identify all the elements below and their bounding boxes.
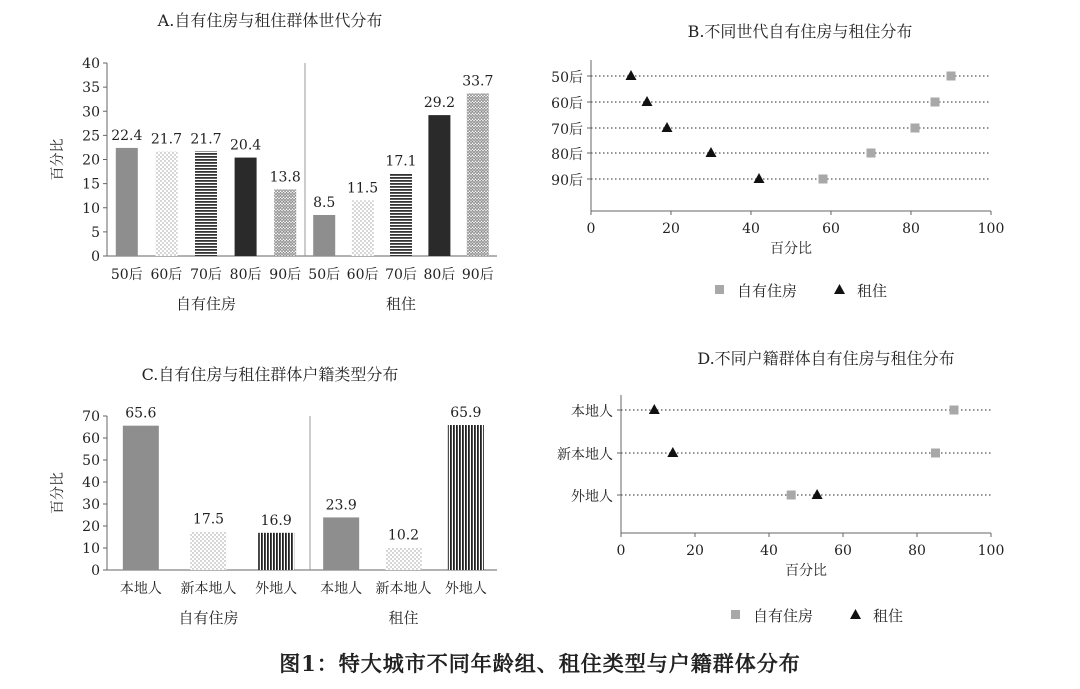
group-label: 自有住房 (178, 609, 239, 627)
legend-label: 租住 (873, 607, 904, 625)
x-tick-label: 60 (834, 543, 852, 559)
triangle-marker (667, 447, 678, 457)
y-tick-label: 35 (82, 80, 100, 97)
legend-triangle-marker (850, 609, 861, 619)
x-tick-label: 新本地人 (375, 581, 432, 597)
square-marker (950, 406, 959, 415)
y-axis-label: 百分比 (50, 138, 66, 181)
bar (235, 158, 257, 256)
data-label: 21.7 (150, 131, 182, 148)
x-tick-label: 80 (902, 221, 920, 237)
y-tick-label: 25 (82, 128, 100, 145)
bar (323, 517, 359, 570)
y-axis-label: 百分比 (50, 472, 66, 514)
triangle-marker (706, 147, 717, 157)
bar (313, 215, 335, 256)
x-tick-label: 外地人 (255, 581, 298, 597)
triangle-marker (642, 96, 653, 106)
x-tick-label: 外地人 (444, 581, 487, 597)
data-label: 33.7 (462, 73, 494, 90)
x-tick-label: 80后 (229, 267, 262, 283)
x-tick-label: 70后 (385, 267, 417, 283)
chart-d (557, 349, 1004, 625)
row-label: 60后 (551, 96, 583, 112)
y-tick-label: 60 (82, 431, 100, 447)
figure-caption: 图1：特大城市不同年龄组、租住类型与户籍群体分布 (279, 651, 801, 676)
bar (123, 426, 159, 570)
y-tick-label: 40 (82, 475, 100, 491)
row-label: 90后 (551, 173, 583, 189)
bar (191, 532, 227, 571)
x-tick-label: 60后 (150, 267, 183, 283)
data-label: 20.4 (230, 137, 262, 154)
x-tick-label: 0 (586, 221, 596, 237)
data-label: 13.8 (269, 169, 301, 186)
bar (352, 201, 374, 256)
x-tick-label: 20 (662, 221, 680, 237)
legend-square-marker (715, 285, 724, 294)
x-tick-label: 100 (977, 543, 1005, 559)
legend-label: 自有住房 (737, 282, 798, 300)
y-tick-label: 10 (82, 200, 100, 217)
bar (155, 151, 177, 256)
bar (467, 93, 489, 256)
row-label: 新本地人 (557, 447, 613, 463)
bar (390, 173, 412, 256)
x-tick-label: 50后 (110, 267, 143, 283)
chart-c (50, 365, 497, 627)
y-tick-label: 20 (82, 152, 100, 169)
bar (274, 189, 296, 256)
data-label: 21.7 (190, 131, 222, 148)
chart-a (50, 11, 497, 313)
square-marker (931, 98, 940, 107)
x-tick-label: 60 (822, 221, 840, 237)
data-label: 17.1 (385, 153, 417, 170)
x-tick-label: 100 (977, 221, 1005, 237)
square-marker (931, 449, 940, 458)
x-tick-label: 本地人 (320, 581, 363, 597)
y-tick-label: 10 (82, 541, 100, 557)
y-tick-label: 15 (82, 176, 100, 193)
square-marker (911, 124, 920, 133)
chart-title: C.自有住房与租住群体户籍类型分布 (141, 365, 399, 384)
chart-title: A.自有住房与租住群体世代分布 (157, 11, 383, 30)
x-axis-label: 百分比 (785, 563, 827, 579)
bar (448, 425, 484, 570)
triangle-marker (626, 70, 637, 80)
x-tick-label: 40 (760, 543, 778, 559)
bar (428, 115, 450, 256)
triangle-marker (649, 404, 660, 414)
data-label: 65.9 (450, 405, 482, 422)
x-tick-label: 80后 (423, 267, 456, 283)
data-label: 17.5 (192, 511, 225, 528)
bar (258, 533, 294, 570)
square-marker (787, 491, 796, 500)
bar (195, 151, 217, 256)
y-tick-label: 40 (82, 56, 100, 72)
row-label: 50后 (551, 70, 583, 86)
y-tick-label: 50 (82, 453, 100, 469)
row-label: 70后 (551, 122, 583, 138)
y-tick-label: 0 (91, 563, 100, 579)
data-label: 8.5 (313, 194, 336, 211)
y-tick-label: 70 (82, 409, 100, 425)
group-label: 自有住房 (175, 295, 237, 313)
x-tick-label: 0 (616, 543, 626, 559)
y-tick-label: 30 (82, 104, 100, 121)
chart-title: D.不同户籍群体自有住房与租住分布 (697, 349, 955, 368)
x-axis-label: 百分比 (770, 241, 812, 257)
x-tick-label: 90后 (269, 267, 302, 283)
legend-label: 租住 (857, 282, 888, 300)
data-label: 11.5 (347, 180, 379, 197)
x-tick-label: 80 (908, 543, 926, 559)
legend-square-marker (731, 610, 740, 619)
bar (386, 548, 422, 570)
y-tick-label: 20 (82, 519, 100, 535)
x-tick-label: 20 (686, 543, 704, 559)
data-label: 23.9 (325, 497, 357, 514)
x-tick-label: 90后 (461, 267, 494, 283)
x-tick-label: 40 (742, 221, 760, 237)
square-marker (819, 175, 828, 184)
square-marker (867, 149, 876, 158)
x-tick-label: 60后 (346, 267, 379, 283)
triangle-marker (754, 173, 765, 183)
group-label: 租住 (385, 295, 417, 313)
y-tick-label: 0 (91, 249, 100, 265)
x-tick-label: 50后 (308, 267, 341, 283)
chart-b (551, 22, 1004, 300)
row-label: 本地人 (571, 404, 613, 420)
bar (116, 148, 138, 256)
y-tick-label: 30 (82, 497, 100, 513)
x-tick-label: 本地人 (119, 581, 162, 597)
row-label: 外地人 (571, 489, 613, 505)
data-label: 16.9 (260, 512, 292, 529)
triangle-marker (662, 122, 673, 132)
row-label: 80后 (551, 147, 583, 163)
data-label: 22.4 (111, 127, 143, 144)
x-tick-label: 70后 (190, 267, 222, 283)
legend-label: 自有住房 (753, 607, 814, 625)
data-label: 65.6 (125, 405, 157, 422)
group-label: 租住 (388, 609, 419, 627)
chart-title: B.不同世代自有住房与租住分布 (687, 22, 913, 41)
data-label: 10.2 (387, 527, 420, 544)
square-marker (947, 72, 956, 81)
triangle-marker (812, 489, 823, 499)
x-tick-label: 新本地人 (180, 581, 237, 597)
data-label: 29.2 (423, 95, 455, 112)
legend-triangle-marker (834, 284, 845, 294)
y-tick-label: 5 (91, 224, 100, 241)
